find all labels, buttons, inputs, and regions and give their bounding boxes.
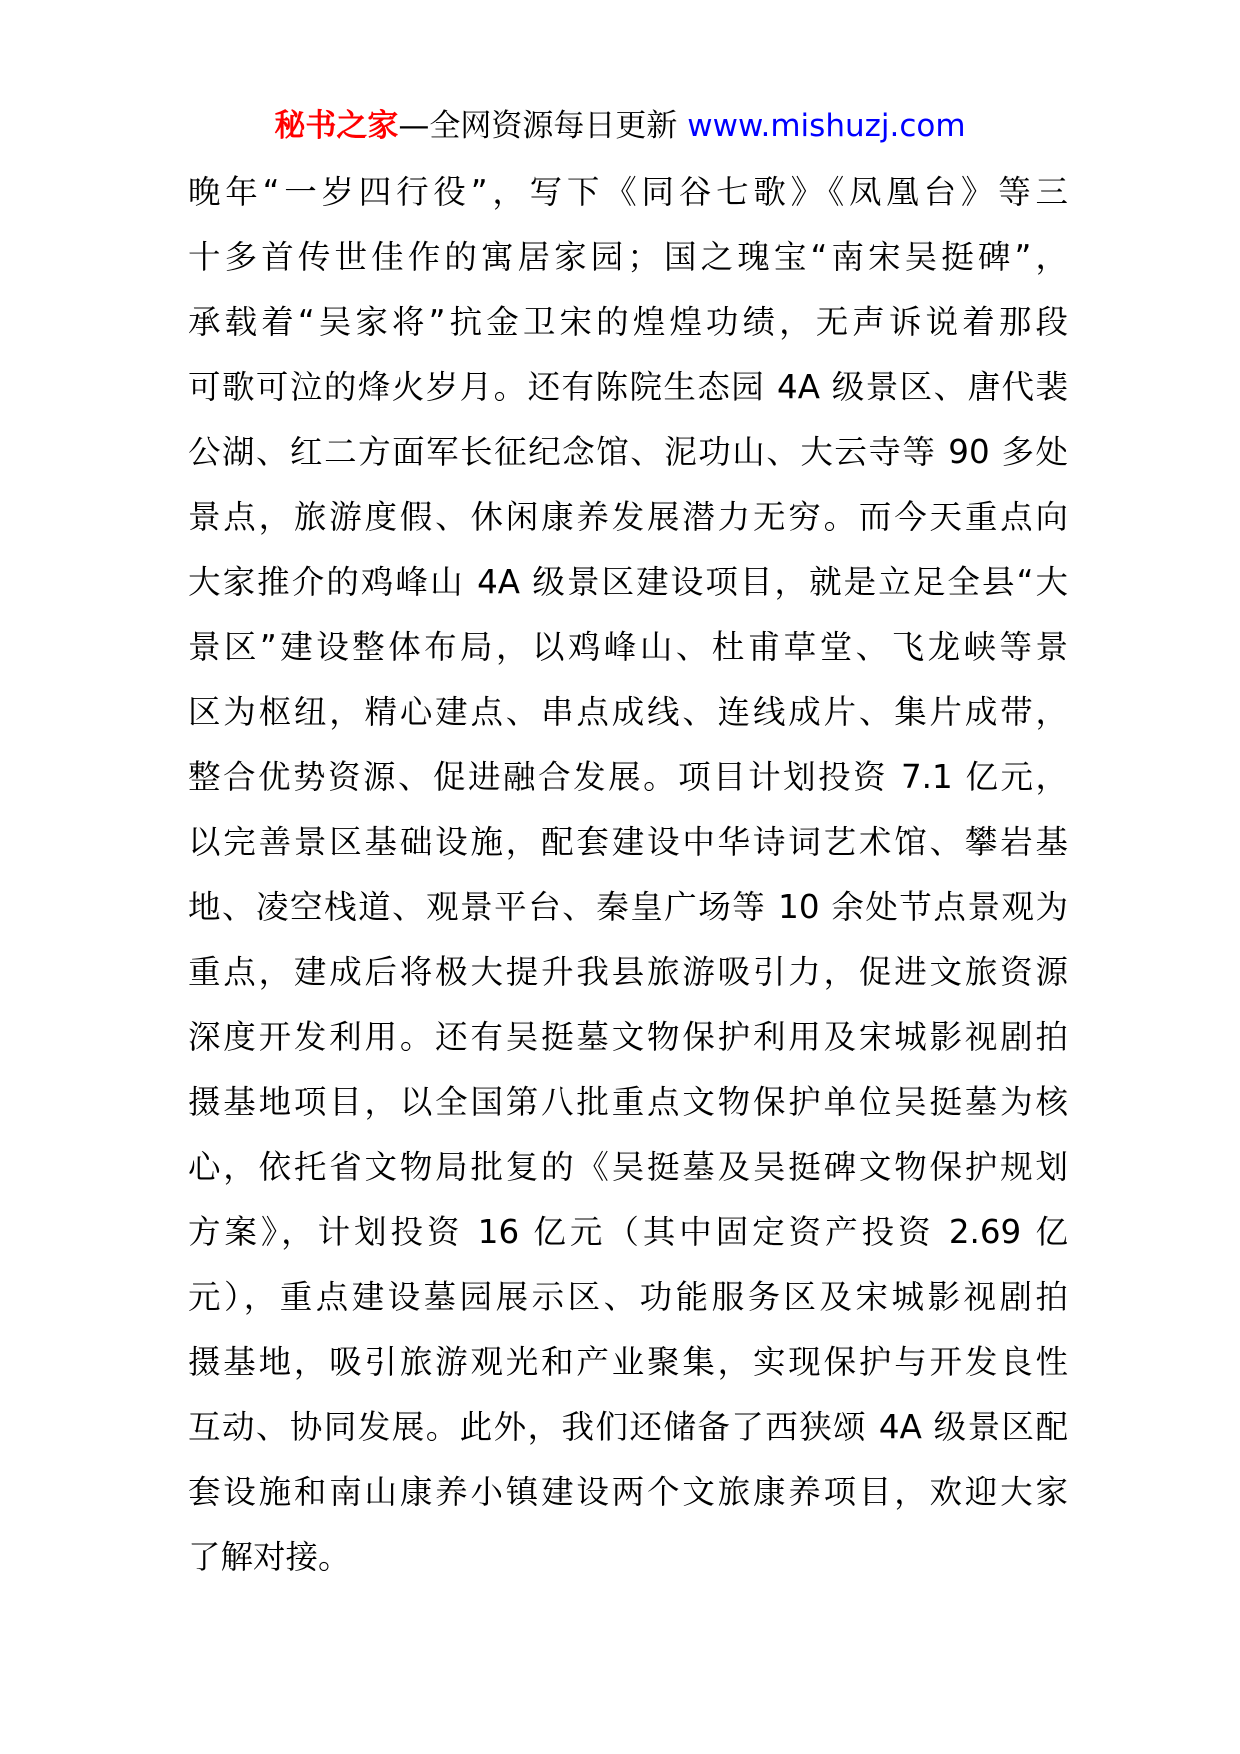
body-line: 整合优势资源、促进融合发展。项目计划投资 7.1 亿元， bbox=[188, 758, 1068, 796]
site-brand: 秘书之家 bbox=[274, 108, 399, 144]
body-line: 方案》，计划投资 16 亿元（其中固定资产投资 2.69 亿 bbox=[188, 1213, 1068, 1251]
body-line: 了解对接。 bbox=[188, 1538, 351, 1576]
body-line: 可歌可泣的烽火岁月。还有陈院生态园 4A 级景区、唐代裴 bbox=[188, 368, 1068, 406]
body-line: 深度开发利用。还有吴挺墓文物保护利用及宋城影视剧拍 bbox=[188, 1018, 1068, 1056]
site-url-link[interactable]: www.mishuzj.com bbox=[687, 108, 966, 144]
body-line: 摄基地项目，以全国第八批重点文物保护单位吴挺墓为核 bbox=[188, 1083, 1068, 1121]
body-line: 重点，建成后将极大提升我县旅游吸引力，促进文旅资源 bbox=[188, 953, 1068, 991]
document-body bbox=[188, 160, 1068, 1590]
body-line: 互动、协同发展。此外，我们还储备了西狭颂 4A 级景区配 bbox=[188, 1408, 1068, 1446]
body-line: 承载着“吴家将”抗金卫宋的煌煌功绩，无声诉说着那段 bbox=[188, 303, 1068, 341]
body-line: 以完善景区基础设施，配套建设中华诗词艺术馆、攀岩基 bbox=[188, 823, 1068, 861]
site-header bbox=[0, 98, 1240, 154]
body-line: 景区”建设整体布局，以鸡峰山、杜甫草堂、飞龙峡等景 bbox=[188, 628, 1068, 666]
site-tagline: —全网资源每日更新 bbox=[398, 108, 688, 144]
body-line: 景点，旅游度假、休闲康养发展潜力无穷。而今天重点向 bbox=[188, 498, 1068, 536]
body-line: 晚年“一岁四行役”，写下《同谷七歌》《凤凰台》等三 bbox=[188, 173, 1068, 211]
body-line: 心，依托省文物局批复的《吴挺墓及吴挺碑文物保护规划 bbox=[188, 1148, 1068, 1186]
body-line: 区为枢纽，精心建点、串点成线、连线成片、集片成带， bbox=[188, 693, 1068, 731]
body-line: 地、凌空栈道、观景平台、秦皇广场等 10 余处节点景观为 bbox=[188, 888, 1068, 926]
body-line: 摄基地，吸引旅游观光和产业聚集，实现保护与开发良性 bbox=[188, 1343, 1068, 1381]
body-line: 大家推介的鸡峰山 4A 级景区建设项目，就是立足全县“大 bbox=[188, 563, 1068, 601]
body-line: 公湖、红二方面军长征纪念馆、泥功山、大云寺等 90 多处 bbox=[188, 433, 1068, 471]
body-line: 元），重点建设墓园展示区、功能服务区及宋城影视剧拍 bbox=[188, 1278, 1068, 1316]
body-line: 套设施和南山康养小镇建设两个文旅康养项目，欢迎大家 bbox=[188, 1473, 1068, 1511]
body-line: 十多首传世佳作的寓居家园；国之瑰宝“南宋吴挺碑”， bbox=[188, 238, 1068, 276]
